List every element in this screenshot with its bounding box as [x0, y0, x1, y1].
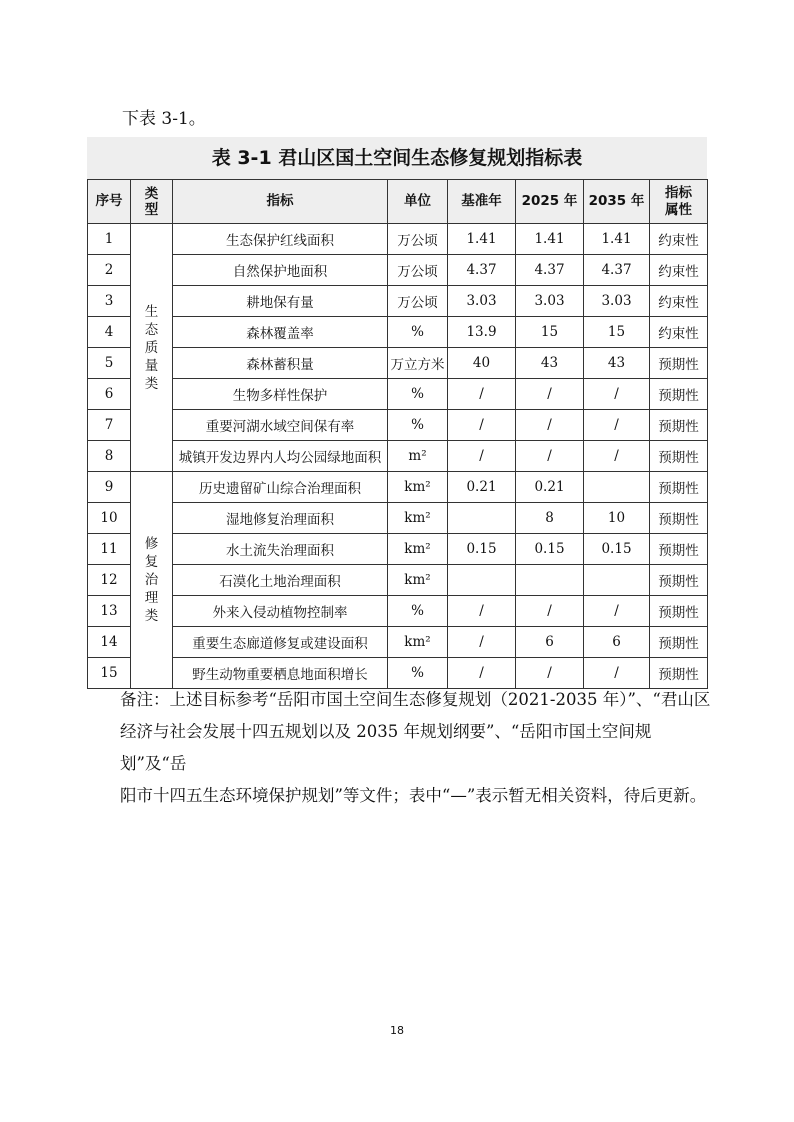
row-indicator: 生态保护红线面积 — [173, 224, 388, 255]
row-attr: 预期性 — [650, 503, 708, 534]
row-2035: 1.41 — [584, 224, 650, 255]
row-attr: 预期性 — [650, 534, 708, 565]
row-number: 8 — [88, 441, 131, 472]
row-attr: 预期性 — [650, 410, 708, 441]
row-attr: 预期性 — [650, 658, 708, 689]
row-2035: 10 — [584, 503, 650, 534]
row-number: 7 — [88, 410, 131, 441]
row-indicator: 外来入侵动植物控制率 — [173, 596, 388, 627]
row-base-year — [448, 565, 516, 596]
row-attr: 约束性 — [650, 255, 708, 286]
row-attr: 预期性 — [650, 596, 708, 627]
row-indicator: 水土流失治理面积 — [173, 534, 388, 565]
row-2035: 15 — [584, 317, 650, 348]
table-row — [88, 410, 708, 441]
table-row — [88, 286, 708, 317]
header-indicator: 指标 — [173, 180, 388, 224]
row-2035 — [584, 472, 650, 503]
row-indicator: 湿地修复治理面积 — [173, 503, 388, 534]
row-2025: / — [516, 658, 584, 689]
header-base-year: 基准年 — [448, 180, 516, 224]
row-2025: 15 — [516, 317, 584, 348]
table-row — [88, 224, 708, 255]
row-indicator: 森林覆盖率 — [173, 317, 388, 348]
row-attr: 约束性 — [650, 286, 708, 317]
row-number: 15 — [88, 658, 131, 689]
row-unit: 万公顷 — [388, 224, 448, 255]
row-group-type — [131, 224, 173, 472]
row-base-year: 1.41 — [448, 224, 516, 255]
header-2035: 2035 年 — [584, 180, 650, 224]
row-unit: 万公顷 — [388, 255, 448, 286]
row-group-type — [131, 472, 173, 689]
page-number: 18 — [390, 1024, 404, 1037]
table-row — [88, 317, 708, 348]
table-row — [88, 472, 708, 503]
row-number: 14 — [88, 627, 131, 658]
row-2025: / — [516, 410, 584, 441]
row-unit: 万公顷 — [388, 286, 448, 317]
indicator-table — [87, 179, 708, 689]
row-indicator: 耕地保有量 — [173, 286, 388, 317]
row-indicator: 野生动物重要栖息地面积增长 — [173, 658, 388, 689]
row-base-year — [448, 503, 516, 534]
row-number: 10 — [88, 503, 131, 534]
row-attr: 预期性 — [650, 472, 708, 503]
row-2025: / — [516, 596, 584, 627]
row-unit: km² — [388, 565, 448, 596]
row-base-year: / — [448, 658, 516, 689]
header-attr — [650, 180, 708, 224]
row-2035: / — [584, 596, 650, 627]
row-2025: 4.37 — [516, 255, 584, 286]
row-attr: 预期性 — [650, 565, 708, 596]
table-row — [88, 255, 708, 286]
row-base-year: / — [448, 410, 516, 441]
table-row — [88, 379, 708, 410]
row-unit: km² — [388, 472, 448, 503]
row-indicator: 生物多样性保护 — [173, 379, 388, 410]
row-2025: / — [516, 379, 584, 410]
row-number: 3 — [88, 286, 131, 317]
row-unit: m² — [388, 441, 448, 472]
row-attr: 约束性 — [650, 317, 708, 348]
table-title: 表 3-1 君山区国土空间生态修复规划指标表 — [87, 137, 707, 179]
row-unit: % — [388, 317, 448, 348]
note — [122, 684, 712, 812]
row-number: 1 — [88, 224, 131, 255]
row-number: 11 — [88, 534, 131, 565]
row-base-year: 4.37 — [448, 255, 516, 286]
row-2025: 0.21 — [516, 472, 584, 503]
row-base-year: 40 — [448, 348, 516, 379]
row-indicator: 重要河湖水域空间保有率 — [173, 410, 388, 441]
row-number: 13 — [88, 596, 131, 627]
row-2025: / — [516, 441, 584, 472]
row-2035: 3.03 — [584, 286, 650, 317]
row-indicator: 石漠化土地治理面积 — [173, 565, 388, 596]
row-unit: % — [388, 410, 448, 441]
row-2035: 4.37 — [584, 255, 650, 286]
row-2025: 0.15 — [516, 534, 584, 565]
table-body — [88, 224, 708, 689]
header-unit: 单位 — [388, 180, 448, 224]
row-indicator: 自然保护地面积 — [173, 255, 388, 286]
row-number: 12 — [88, 565, 131, 596]
row-2035 — [584, 565, 650, 596]
header-attr-label: 指标属性 — [665, 184, 692, 218]
row-unit: 万立方米 — [388, 348, 448, 379]
row-2025: 1.41 — [516, 224, 584, 255]
row-base-year: / — [448, 627, 516, 658]
row-2035: / — [584, 441, 650, 472]
row-attr: 预期性 — [650, 627, 708, 658]
row-indicator: 森林蓄积量 — [173, 348, 388, 379]
row-base-year: / — [448, 379, 516, 410]
row-attr: 预期性 — [650, 441, 708, 472]
row-2035: / — [584, 379, 650, 410]
row-group-label: 生态质量类 — [144, 303, 159, 392]
row-base-year: / — [448, 596, 516, 627]
row-2035: 6 — [584, 627, 650, 658]
row-unit: % — [388, 658, 448, 689]
row-base-year: 3.03 — [448, 286, 516, 317]
row-number: 5 — [88, 348, 131, 379]
intro-text: 下表 3-1。 — [122, 109, 206, 129]
table-row — [88, 534, 708, 565]
header-type — [131, 180, 173, 224]
row-base-year: / — [448, 441, 516, 472]
row-2025: 43 — [516, 348, 584, 379]
row-2025: 3.03 — [516, 286, 584, 317]
row-unit: % — [388, 596, 448, 627]
row-unit: km² — [388, 503, 448, 534]
table-header-row — [88, 180, 708, 224]
header-seq: 序号 — [88, 180, 131, 224]
note-line-3: 阳市十四五生态环境保护规划”等文件；表中“—”表示暂无相关资料，待后更新。 — [120, 786, 707, 805]
row-unit: % — [388, 379, 448, 410]
row-indicator: 历史遗留矿山综合治理面积 — [173, 472, 388, 503]
header-type-label: 类型 — [144, 185, 159, 218]
row-attr: 约束性 — [650, 224, 708, 255]
row-indicator: 重要生态廊道修复或建设面积 — [173, 627, 388, 658]
header-2025: 2025 年 — [516, 180, 584, 224]
row-number: 4 — [88, 317, 131, 348]
row-base-year: 0.15 — [448, 534, 516, 565]
row-2025: 8 — [516, 503, 584, 534]
table-row — [88, 596, 708, 627]
row-group-label: 修复治理类 — [144, 536, 159, 624]
row-number: 2 — [88, 255, 131, 286]
note-line-2: 经济与社会发展十四五规划以及 2035 年规划纲要”、“岳阳市国土空间规划”及“岳 — [120, 722, 652, 773]
row-number: 9 — [88, 472, 131, 503]
row-2035: 43 — [584, 348, 650, 379]
table-row — [88, 503, 708, 534]
row-indicator: 城镇开发边界内人均公园绿地面积 — [173, 441, 388, 472]
row-2035: / — [584, 410, 650, 441]
row-2025 — [516, 565, 584, 596]
row-attr: 预期性 — [650, 348, 708, 379]
row-unit: km² — [388, 534, 448, 565]
table-row — [88, 441, 708, 472]
row-2035: 0.15 — [584, 534, 650, 565]
row-base-year: 0.21 — [448, 472, 516, 503]
row-number: 6 — [88, 379, 131, 410]
row-2025: 6 — [516, 627, 584, 658]
row-2035: / — [584, 658, 650, 689]
table-row — [88, 565, 708, 596]
note-line-1: 备注：上述目标参考“岳阳市国土空间生态修复规划（2021-2035 年）”、“君山区 — [120, 690, 711, 709]
row-unit: km² — [388, 627, 448, 658]
table-row — [88, 348, 708, 379]
row-attr: 预期性 — [650, 379, 708, 410]
table-row — [88, 627, 708, 658]
row-base-year: 13.9 — [448, 317, 516, 348]
